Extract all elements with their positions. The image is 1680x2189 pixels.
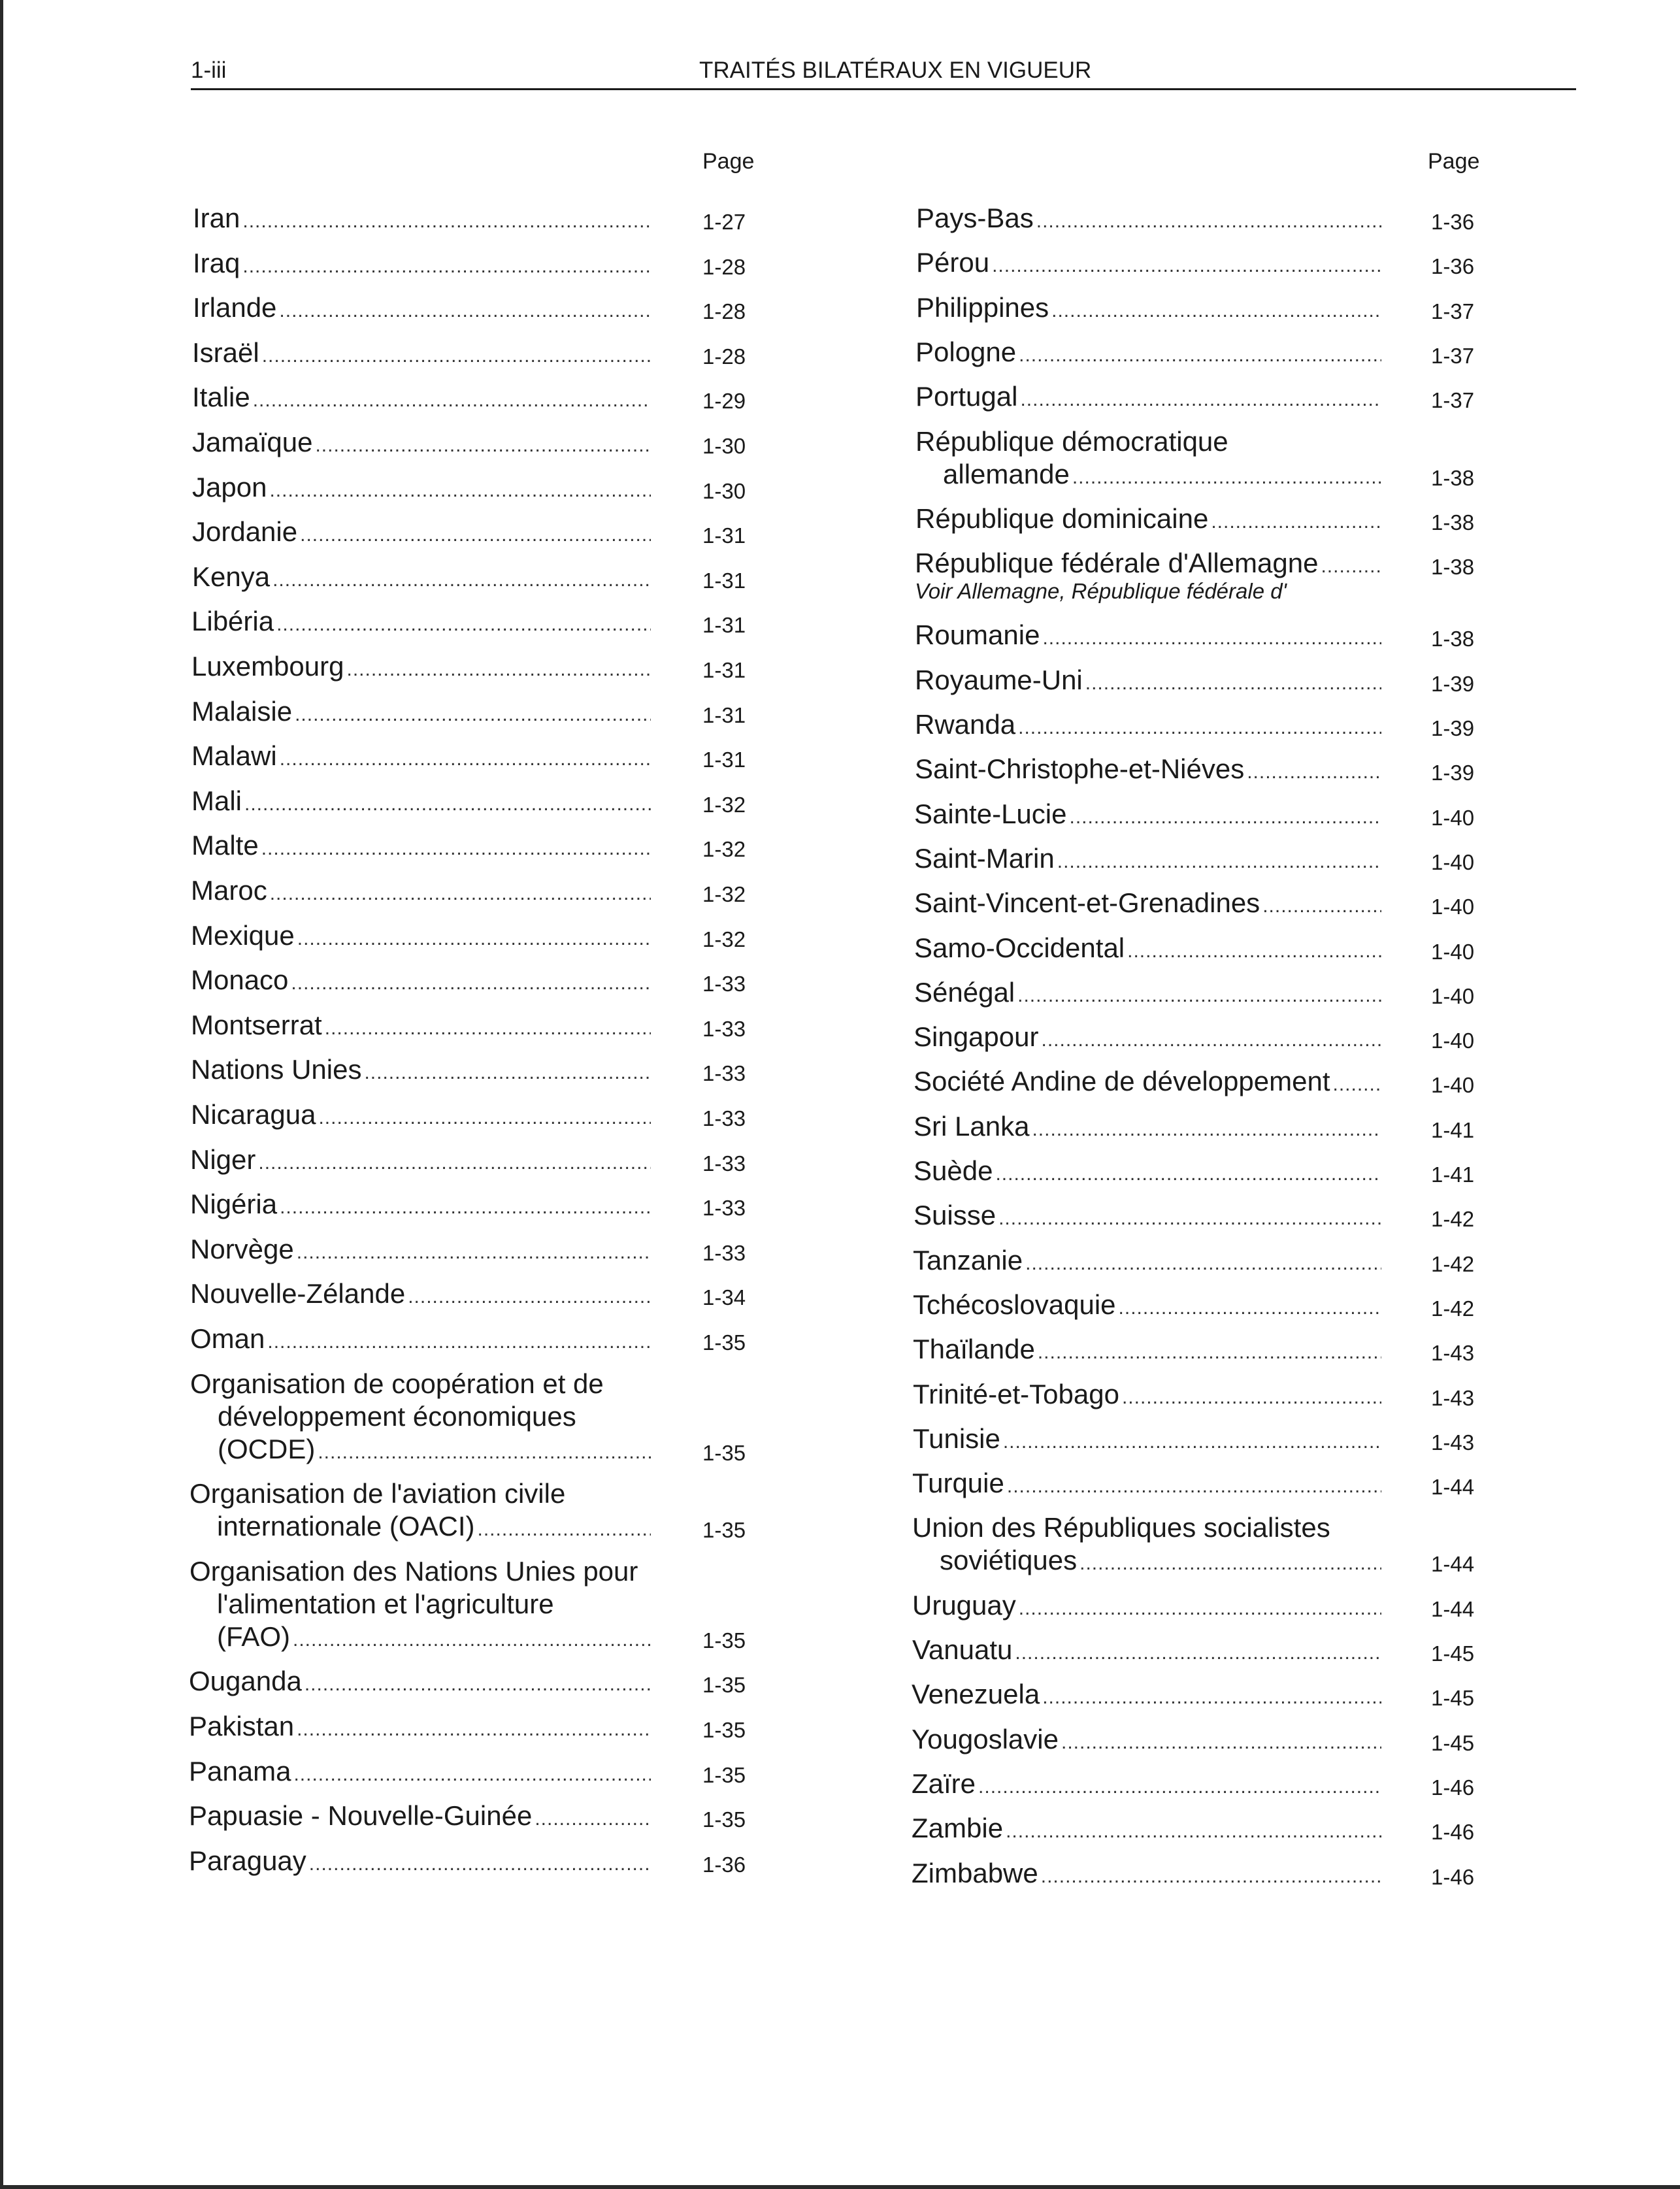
index-entry-page: 1-38 [1431,465,1475,490]
index-entry-name: Saint-Christophe-et-Niéves [915,753,1245,785]
leader-dots [1006,1815,1381,1849]
leader-dots [295,698,651,732]
index-entry-name: République dominicaine [915,502,1209,534]
index-entry-name: Roumanie [915,619,1040,651]
index-entry [913,1243,1490,1281]
index-entry [912,1811,1490,1849]
index-entry [189,1754,761,1792]
leader-dots [309,1847,651,1881]
leader-dots [297,1236,651,1270]
index-entry [218,1432,761,1470]
index-entry [192,515,761,552]
index-entry-name: Royaume-Uni [915,664,1083,695]
index-entry-page: 1-39 [1431,716,1475,740]
leader-dots [1025,1247,1381,1281]
index-entry-page: 1-35 [702,1718,746,1742]
index-entry [191,963,761,1000]
leader-dots [1122,1381,1381,1415]
leader-dots [270,877,651,911]
leader-dots [992,249,1381,283]
index-entry-name: Rwanda [915,709,1016,740]
index-entry-page: 1-33 [702,1061,746,1086]
index-entry [912,1633,1490,1670]
index-entry-name: Philippines [916,291,1049,323]
leader-dots [1085,667,1381,700]
index-entry [189,1799,761,1836]
index-entry-page: 1-35 [702,1440,746,1465]
left-page-column-label: Page [702,149,755,174]
index-entry-name: Vanuatu [912,1634,1013,1665]
index-entry-name: Pays-Bas [916,203,1034,233]
index-entry [914,1064,1490,1102]
index-entry [915,708,1490,745]
index-entry-page: 1-33 [702,1016,746,1041]
leader-dots [364,1056,651,1090]
index-entry-page: 1-37 [1431,388,1475,413]
leader-dots [1019,1592,1381,1626]
index-entry-page: 1-36 [702,1852,746,1877]
index-entry [943,457,1490,495]
leader-dots [1072,461,1381,495]
index-entry-page: 1-35 [702,1807,746,1832]
index-entry [914,1198,1490,1236]
index-entry-name: soviétiques [940,1545,1078,1576]
index-entry-page: 1-31 [702,658,746,682]
index-entry-page: 1-38 [1431,510,1475,535]
index-entry-name: Paraguay [189,1845,306,1876]
index-entry-page: 1-42 [1431,1296,1475,1321]
index-entry-page: 1-41 [1431,1117,1475,1142]
index-entry [916,291,1490,328]
index-entry [193,201,761,239]
leader-dots [1041,1023,1381,1057]
leader-dots [1041,1860,1381,1894]
leader-dots [1036,205,1381,239]
index-entry [192,336,761,373]
index-entry-page: 1-32 [702,837,746,862]
leader-dots [318,1436,651,1470]
index-entry-page: 1-38 [1431,627,1475,651]
leader-dots [408,1280,651,1314]
index-entry-name: Venezuela [912,1679,1040,1710]
index-entry-page: 1-35 [702,1762,746,1787]
leader-dots [242,205,651,239]
index-entry-name: Tunisie [913,1423,1000,1454]
index-entry-page: 1-31 [702,523,746,548]
index-entry-line: République démocratique [915,425,1228,457]
index-entry [217,1620,761,1657]
index-entry-name: Italie [192,382,250,413]
index-entry [190,1277,761,1314]
index-entry [916,246,1490,283]
leader-dots [269,474,651,508]
index-entry-page: 1-46 [1431,1820,1475,1845]
leader-dots [253,384,651,418]
leader-dots [242,250,651,284]
index-entry [914,1154,1490,1191]
index-entry-page: 1-42 [1431,1251,1475,1276]
index-entry [191,829,761,866]
index-entry-name: Samo-Occidental [914,932,1125,963]
index-entry-name: Montserrat [191,1009,322,1040]
leader-dots [346,653,651,687]
index-entry-name: Trinité-et-Tobago [913,1378,1119,1409]
leader-dots [293,1623,651,1657]
index-entry-name: Papuasie - Nouvelle-Guinée [189,1800,533,1832]
index-entry-page: 1-33 [702,1196,746,1221]
index-entry-page: 1-37 [1431,343,1475,368]
index-entry [191,919,761,956]
index-entry [915,380,1490,417]
index-entry-name: Irlande [193,292,277,323]
index-entry [940,1543,1490,1581]
index-entry [191,874,761,911]
index-entry [914,842,1490,879]
index-entry-line: Organisation de coopération et de [190,1368,604,1399]
index-entry-page: 1-44 [1431,1475,1475,1500]
leader-dots [276,608,651,642]
index-entry-page: 1-27 [702,210,746,234]
index-entry-name: Iraq [193,247,240,278]
index-entry [913,1332,1490,1370]
index-entry [191,695,761,732]
index-entry [912,1767,1490,1804]
index-entry-name: Zambie [912,1813,1004,1844]
index-entry [914,976,1490,1013]
leader-dots [291,966,651,1000]
index-entry [912,1722,1490,1760]
index-entry-name: Mali [191,785,242,816]
index-entry [915,502,1490,539]
index-entry-line: Organisation des Nations Unies pour [189,1555,638,1587]
index-entry-page: 1-30 [702,478,746,503]
leader-dots [1061,1726,1381,1760]
index-entry-name: Maroc [191,875,267,906]
leader-dots [978,1770,1381,1804]
index-entry [191,784,761,821]
index-entry-page: 1-35 [702,1628,746,1653]
index-entry-name: Saint-Marin [914,842,1055,874]
index-entry-page: 1-31 [702,748,746,772]
leader-dots [280,1191,651,1225]
index-entry-page: 1-42 [1431,1207,1475,1232]
leader-dots [1262,889,1381,923]
index-entry-page: 1-33 [702,1240,746,1265]
leader-dots [1127,934,1381,968]
index-entry-name: Pérou [916,247,990,278]
leader-dots [1042,621,1381,655]
index-entry [193,246,761,284]
page-number: 1-iii [191,58,227,83]
index-entry-page: 1-44 [1431,1552,1475,1577]
leader-dots [318,1101,651,1135]
index-entry-line: l'alimentation et l'agriculture [217,1588,554,1619]
scan-edge-left [0,0,3,2189]
index-entry-page: 1-43 [1431,1385,1475,1410]
index-entry-page: 1-40 [1431,983,1475,1008]
index-entry-name: Malaisie [191,695,293,727]
index-entry [912,1466,1490,1504]
scan-edge-bottom [0,2185,1680,2189]
index-entry [192,380,761,418]
leader-dots [293,1758,651,1792]
index-entry-page: 1-36 [1431,254,1475,279]
index-entry-name: Monaco [191,964,289,996]
index-entry-name: Mexique [191,919,295,951]
index-entry [192,425,761,463]
index-entry-name: Turquie [912,1468,1004,1499]
index-entry-name: Zaïre [912,1768,976,1799]
index-entry [915,546,1490,584]
index-entry-page: 1-31 [702,613,746,638]
index-entry [912,1677,1490,1715]
leader-dots [998,1202,1381,1236]
leader-dots [995,1157,1381,1191]
index-entry-name: Zimbabwe [912,1857,1038,1888]
index-entry [915,663,1490,700]
index-entry-page: 1-40 [1431,1073,1475,1098]
leader-dots [279,294,651,328]
index-entry [193,291,761,328]
index-entry [912,1588,1490,1626]
index-entry-name: Yougoslavie [912,1723,1059,1754]
leader-dots [1051,294,1381,328]
index-entry-page: 1-43 [1431,1341,1475,1366]
index-entry-page: 1-43 [1431,1430,1475,1455]
index-entry-page: 1-45 [1431,1641,1475,1666]
index-entry-page: 1-39 [1431,671,1475,696]
index-entry-name: Tchécoslovaquie [913,1289,1116,1320]
index-entry-name: Luxembourg [191,651,344,682]
index-entry-name: Nations Unies [191,1054,362,1085]
index-entry [190,1232,761,1270]
leader-dots [258,1146,651,1180]
index-entry-name: Suisse [914,1200,996,1231]
leader-dots [300,518,651,552]
index-entry-name: allemande [943,458,1070,489]
index-entry [915,752,1490,789]
index-entry-name: Kenya [192,561,271,592]
index-entry [191,604,761,642]
index-entry [191,1098,761,1135]
index-entry-name: Nouvelle-Zélande [190,1278,406,1309]
index-entry [217,1509,761,1547]
index-entry-page: 1-41 [1431,1162,1475,1187]
index-entry [912,1856,1490,1894]
index-entry-page: 1-32 [702,792,746,817]
index-entry-name: Tanzanie [913,1244,1023,1276]
leader-dots [1069,800,1381,834]
leader-dots [261,832,651,866]
index-entry-page: 1-28 [702,344,746,369]
leader-dots [280,742,651,776]
index-entry-name: (OCDE) [218,1433,316,1464]
leader-dots [267,1325,651,1359]
index-entry [191,739,761,776]
index-entry [189,1664,761,1702]
index-entry-name: Panama [189,1755,291,1786]
index-entry [190,1143,761,1180]
leader-dots [478,1513,651,1547]
leader-dots [297,922,651,956]
index-entry-name: Suède [914,1155,993,1186]
index-entry-name: Société Andine de développement [914,1066,1330,1097]
leader-dots [1211,505,1381,539]
index-entry-name: République fédérale d'Allemagne [915,548,1319,579]
index-entry-page: 1-46 [1431,1864,1475,1889]
index-entry-page: 1-45 [1431,1686,1475,1711]
index-entry [191,1053,761,1090]
index-entry-page: 1-28 [702,254,746,279]
index-entry-page: 1-38 [1431,555,1475,580]
index-entry-page: 1-33 [702,1151,746,1176]
index-entry-page: 1-36 [1431,210,1475,234]
index-entry-page: 1-40 [1431,1029,1475,1053]
index-entry [915,618,1490,655]
index-entry-name: Nicaragua [191,1099,316,1130]
index-entry-page: 1-30 [702,434,746,458]
leader-dots [325,1012,651,1045]
index-entry-name: Saint-Vincent-et-Grenadines [914,887,1260,919]
index-entry-page: 1-44 [1431,1596,1475,1621]
leader-dots [1079,1547,1381,1581]
index-entry-name: Libéria [191,606,274,637]
index-entry-page: 1-40 [1431,805,1475,830]
index-entry [914,1110,1490,1147]
index-entry-line: développement économiques [218,1400,576,1432]
leader-dots [535,1802,651,1836]
index-entry-page: 1-45 [1431,1730,1475,1755]
index-entry-name: Israël [192,337,259,368]
index-entry-name: Thaïlande [913,1334,1035,1365]
index-entry-page: 1-31 [702,702,746,727]
index-entry-page: 1-35 [702,1330,746,1355]
index-entry-page: 1-32 [702,927,746,951]
index-entry-page: 1-35 [702,1518,746,1543]
index-entry-name: Jordanie [192,516,298,548]
index-entry-page: 1-33 [702,972,746,996]
index-entry-name: Norvège [190,1233,294,1264]
index-entry [914,797,1490,834]
index-entry-page: 1-40 [1431,849,1475,874]
index-entry-line: Organisation de l'aviation civile [189,1478,566,1509]
leader-dots [244,787,651,821]
index-entry [913,1288,1490,1325]
right-page-column-label: Page [1428,149,1480,174]
leader-dots [272,563,651,597]
index-entry-name: Ouganda [189,1666,302,1697]
leader-dots [305,1668,651,1702]
index-entry-name: Oman [190,1323,265,1354]
leader-dots [262,339,651,373]
leader-dots [1333,1068,1382,1102]
index-entry-page: 1-32 [702,882,746,906]
leader-dots [1038,1336,1381,1370]
index-entry-name: Nigéria [190,1189,278,1220]
index-entry [192,560,761,597]
index-entry-name: Portugal [915,381,1018,412]
index-entry [914,1020,1490,1057]
index-entry-name: Sri Lanka [914,1110,1030,1142]
index-entry [192,470,761,508]
leader-dots [1019,338,1381,372]
header-rule [191,88,1576,90]
index-entry [916,201,1490,239]
leader-dots [297,1713,651,1747]
index-entry-name: Malte [191,830,259,861]
index-entry [191,650,761,687]
leader-dots [1032,1113,1381,1147]
index-entry-name: Iran [193,203,240,233]
index-entry [914,886,1490,923]
leader-dots [1057,845,1381,879]
index-entry [190,1322,761,1359]
leader-dots [1003,1425,1381,1459]
index-entry-page: 1-46 [1431,1775,1475,1800]
leader-dots [1042,1681,1381,1715]
index-entry-name: Singapour [914,1021,1039,1053]
index-entry-page: 1-31 [702,568,746,593]
leader-dots [1015,1636,1381,1670]
leader-dots [315,429,651,463]
index-entry [190,1187,761,1225]
leader-dots [1247,755,1381,789]
index-entry-name: Pologne [915,336,1017,367]
index-entry-page: 1-33 [702,1106,746,1130]
index-entry-page: 1-37 [1431,299,1475,323]
leader-dots [1020,383,1381,417]
index-entry [189,1844,761,1881]
leader-dots [1007,1470,1381,1504]
index-entry [915,335,1490,372]
index-entry-name: Malawi [191,740,277,772]
index-entry-page: 1-40 [1431,895,1475,919]
index-entry-name: Sainte-Lucie [914,798,1067,829]
index-entry [913,1422,1490,1459]
index-entry [189,1709,761,1747]
index-entry-page: 1-39 [1431,761,1475,785]
leader-dots [1017,979,1381,1013]
index-entry-name: Sénégal [914,976,1015,1008]
index-entry-page: 1-34 [702,1285,746,1310]
index-entry-page: 1-29 [702,389,746,414]
running-title: TRAITÉS BILATÉRAUX EN VIGUEUR [699,58,1092,83]
index-entry-name: Japon [192,471,267,502]
leader-dots [1018,711,1381,745]
index-entry-name: internationale (OACI) [217,1511,475,1542]
index-entry-line: Union des Républiques socialistes [912,1512,1330,1543]
see-also-note: Voir Allemagne, République fédérale d' [915,579,1287,604]
leader-dots [1119,1291,1381,1325]
index-entry-name: Jamaïque [192,427,313,457]
index-entry-page: 1-28 [702,299,746,324]
index-entry-name: (FAO) [217,1621,290,1652]
leader-dots [1321,550,1381,584]
index-entry-page: 1-40 [1431,939,1475,964]
index-entry-page: 1-35 [702,1673,746,1698]
index-entry-name: Pakistan [189,1711,295,1741]
index-entry-name: Uruguay [912,1589,1016,1621]
index-entry [914,931,1490,968]
index-entry-name: Niger [190,1144,256,1175]
index-entry [191,1008,761,1045]
index-entry [913,1377,1490,1415]
